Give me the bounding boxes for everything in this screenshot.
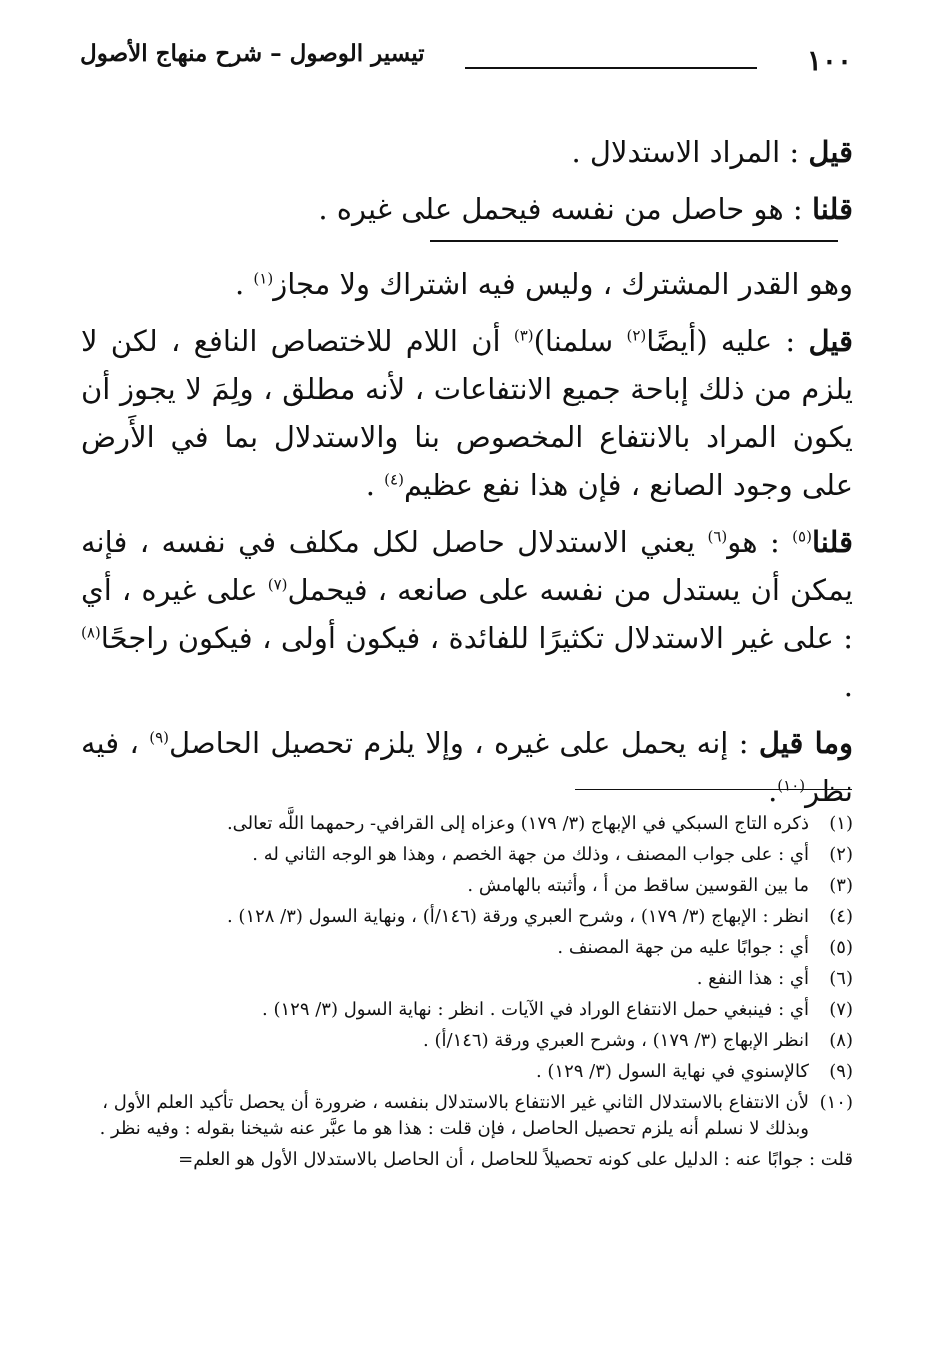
- keyword-qulna: قلنا: [811, 192, 853, 226]
- footnote-9: [81, 1059, 853, 1085]
- footnote-number: (١٠): [819, 1092, 853, 1113]
- paragraph-text: : عليه (أيضًا: [646, 324, 809, 358]
- paragraph-end: .: [843, 669, 853, 703]
- footnote-text: أي : هذا النفع .: [696, 968, 809, 989]
- footnote-number: (٥): [829, 937, 853, 958]
- footnote-ref-2[interactable]: (٢): [626, 326, 647, 345]
- paragraph-objection-1: [81, 128, 853, 176]
- section-divider: [430, 240, 838, 242]
- footnote-ref-4[interactable]: (٤): [384, 470, 404, 489]
- footnote-ref-10[interactable]: (١٠): [777, 776, 806, 795]
- paragraph-end: .: [234, 267, 254, 301]
- keyword-qila: قيل: [808, 135, 853, 169]
- paragraph-text: : المراد الاستدلال .: [571, 135, 809, 169]
- footnote-7: [81, 997, 853, 1023]
- footnotes: [81, 811, 853, 1173]
- paragraph-reply-2: [81, 518, 853, 710]
- keyword-wama-qila: وما قيل: [758, 726, 853, 760]
- footnote-text: ما بين القوسين ساقط من أ ، وأثبته بالهامش .: [467, 875, 809, 896]
- footnote-ref-7[interactable]: (٧): [267, 575, 288, 594]
- footnote-8: [81, 1028, 853, 1054]
- footnote-text: أي : فينبغي حمل الانتفاع الوراد في الآيات . انظر : نهاية السول (٣/ ١٢٩) .: [262, 999, 809, 1020]
- footnote-ref-1[interactable]: (١): [253, 269, 274, 288]
- main-text: [81, 260, 853, 824]
- footnote-separator: [575, 789, 852, 790]
- footnote-4: [81, 904, 853, 930]
- footnote-text: أي : جوابًا عليه من جهة المصنف .: [557, 937, 809, 958]
- paragraph-text: : هو: [727, 525, 793, 559]
- footnote-number: (٣): [829, 875, 853, 896]
- footnote-continuation: قلت : جوابًا عنه : الدليل على كونه تحصيلاً للحاصل ، أن الحاصل بالاستدلال الأول هو العلم=: [178, 1149, 853, 1170]
- footnote-ref-3[interactable]: (٣): [513, 326, 534, 345]
- footnote-1: [81, 811, 853, 837]
- paragraph-text: سلمنا): [533, 324, 627, 358]
- paragraph-text: وهو القدر المشترك ، وليس فيه اشتراك ولا مجاز: [273, 267, 853, 301]
- main-text-top: [81, 128, 853, 242]
- paragraph-text: على غيره ، أي : على غير الاستدلال تكثيرًا للفائدة ، فيكون أولى ، فيكون راجحًا: [81, 573, 853, 655]
- footnote-ref-5[interactable]: (٥): [792, 527, 812, 546]
- paragraph-text: أن اللام للاختصاص النافع ، لكن لا يلزم من ذلك إباحة جميع الانتفاعات ، لأنه مطلق ، ولِمَ لا يجوز أن يكون المراد بالانتفاع المخصوص بنا والاستدلال بما في الأَرض على وجود الصانع ، فإن هذا نفع عظيم: [81, 324, 853, 502]
- footnote-number: (٢): [829, 844, 853, 865]
- paragraph-text: يعني الاستدلال حاصل لكل مكلف في نفسه ، فإنه يمكن أن يستدل من نفسه على صانعه ، فيحمل: [81, 525, 853, 607]
- paragraph-objection-2: [81, 317, 853, 509]
- footnote-number: (٨): [829, 1030, 853, 1051]
- paragraph-objection-3: [81, 719, 853, 815]
- footnote-5: [81, 935, 853, 961]
- header-rule: [465, 67, 757, 69]
- paragraph-end: .: [768, 774, 778, 808]
- footnote-text: لأن الانتفاع بالاستدلال الثاني غير الانتفاع بالاستدلال بنفسه ، ضرورة أن يحصل تأكيد العلم الأول ، وبذلك لا نسلم أنه يلزم تحصيل الحاصل ، فإن قلت : هذا هو ما عبَّر عنه شيخنا بقوله : وفيه نظر .: [99, 1092, 809, 1139]
- footnote-ref-8[interactable]: (٨): [81, 623, 101, 642]
- footnote-ref-9[interactable]: (٩): [149, 728, 169, 747]
- footnote-2: [81, 842, 853, 868]
- page-header: [80, 38, 852, 78]
- keyword-qulna: قلنا: [811, 525, 853, 559]
- footnote-number: (٩): [829, 1061, 853, 1082]
- paragraph-text: : إنه يحمل على غيره ، وإلا يلزم تحصيل الحاصل: [168, 726, 759, 760]
- footnote-text: كالإسنوي في نهاية السول (٣/ ١٢٩) .: [535, 1061, 809, 1082]
- paragraph-common-measure: [81, 260, 853, 308]
- footnote-text: انظر : الإبهاج (٣/ ١٧٩) ، وشرح العبري ورقة (١٤٦/أ) ، ونهاية السول (٣/ ١٢٨) .: [226, 906, 809, 927]
- running-title: تيسير الوصول – شرح منهاج الأصول: [80, 40, 425, 67]
- footnote-number: (٤): [829, 906, 853, 927]
- footnote-3: [81, 873, 853, 899]
- footnote-number: (٦): [829, 968, 853, 989]
- keyword-qila: قيل: [808, 324, 854, 358]
- footnote-6: [81, 966, 853, 992]
- footnote-ref-6[interactable]: (٦): [707, 527, 728, 546]
- paragraph-text: ، فيه نظر: [81, 726, 853, 808]
- page-number: ١٠٠: [806, 44, 852, 77]
- footnote-10: [81, 1090, 853, 1142]
- footnote-text: ذكره التاج السبكي في الإبهاج (٣/ ١٧٩) وعزاه إلى القرافي- رحمهما اللَّه تعالى.: [226, 813, 809, 834]
- footnote-number: (١): [829, 813, 853, 834]
- footnote-text: انظر الإبهاج (٣/ ١٧٩) ، وشرح العبري ورقة (١٤٦/أ) .: [423, 1030, 809, 1051]
- paragraph-end: .: [365, 468, 385, 502]
- paragraph-text: : هو حاصل من نفسه فيحمل على غيره .: [318, 192, 812, 226]
- footnote-number: (٧): [829, 999, 853, 1020]
- paragraph-reply-1: [81, 185, 853, 233]
- footnote-text: أي : على جواب المصنف ، وذلك من جهة الخصم ، وهذا هو الوجه الثاني له .: [252, 844, 809, 865]
